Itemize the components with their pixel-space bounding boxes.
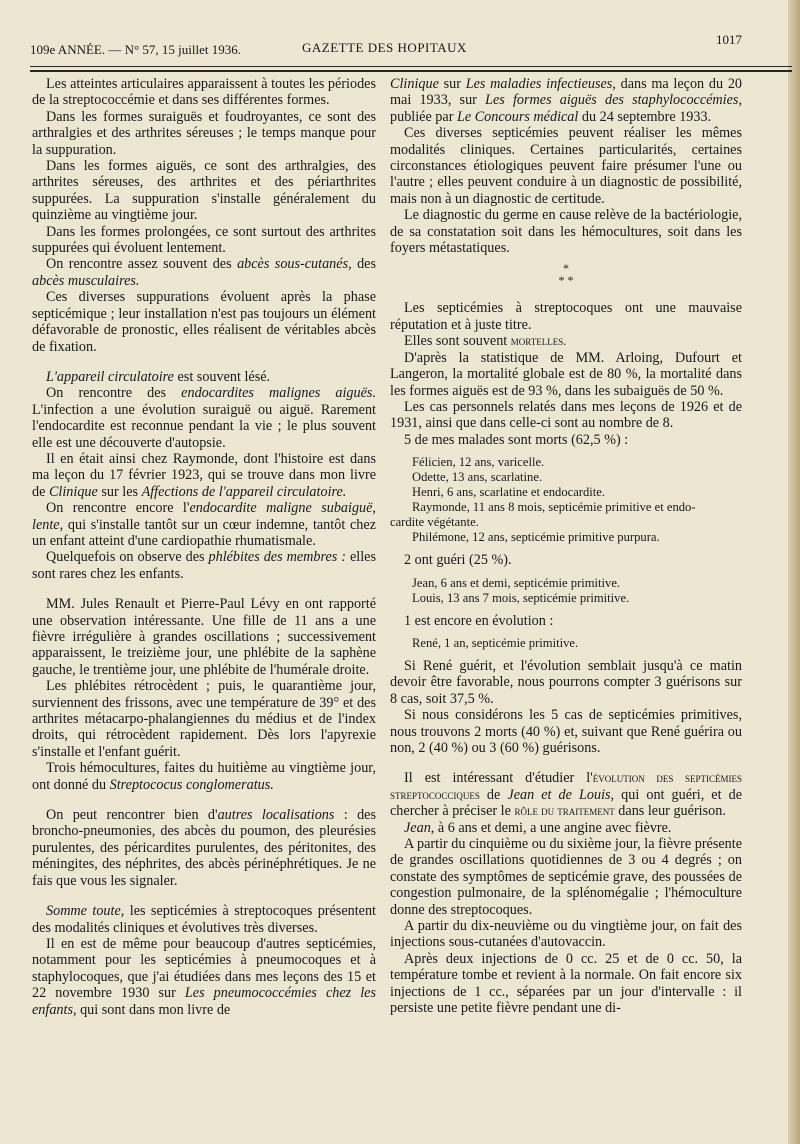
paragraph: Les cas personnels relatés dans mes leçons de 1926 et de 1931, ainsi que dans celle-ci sont au nombre de 8. [390, 398, 742, 432]
case-item: Félicien, 12 ans, varicelle. [412, 455, 545, 470]
paragraph: 2 ont guéri (25 %). [404, 552, 512, 569]
paragraph: On rencontre des endocardites malignes aiguës. L'infection a une évolution suraiguë ou aiguë. Rarement l'endocardite est reconnue pendant la vie ; le plus souvent elle est une découverte d'autopsie. [32, 385, 376, 451]
paragraph: Le diagnostic du germe en cause relève de la bactériologie, de sa constatation soit dans les hémocultures, soit dans les foyers métastatiques. [390, 207, 742, 257]
page-edge [788, 0, 800, 1144]
paragraph: Jean, à 6 ans et demi, a une angine avec fièvre. [404, 819, 672, 836]
paragraph: L'appareil circulatoire est souvent lésé. [46, 368, 271, 385]
issue-line: 109e ANNÉE. — N° 57, 15 juillet 1936. [30, 42, 242, 57]
page-header [30, 30, 742, 60]
journal-title: GAZETTE DES HOPITAUX [302, 40, 467, 55]
case-item: Jean, 6 ans et demi, septicémie primitive. [412, 575, 621, 590]
section-separator: * * * [558, 261, 574, 288]
paragraph: Quelquefois on observe des phlébites des membres : elles sont rares chez les enfants. [32, 549, 376, 582]
paragraph: Dans les formes aiguës, ce sont des arthralgies, des arthrites séreuses, des arthrites et des périarthrites suppurées. La suppuration s'installe généralement du quinzième au vingtième jour. [32, 158, 376, 224]
paragraph: Ces diverses septicémies peuvent réaliser les mêmes modalités cliniques. Certaines particularités, certaines circonstances étiologiques peuvent faire présumer l'une ou l'autre ; elles peuvent conduire à un diagnostic de possibilité, mais non à un diagnostic de certitude. [390, 125, 742, 207]
paragraph: A partir du dix-neuvième ou du vingtième jour, on fait des injections sous-cutanées d'autovaccin. [390, 918, 742, 951]
left-column [32, 76, 376, 1018]
paragraph: Dans les formes prolongées, ce sont surtout des arthrites suppurées qui évoluent lentement. [32, 223, 376, 257]
paragraph: MM. Jules Renault et Pierre-Paul Lévy en ont rapporté une observation intéressante. Une fille de 11 ans a une fièvre irrégulière à grandes oscillations ; successivement apparaissent, le treizième jour, une phlébite de la saphène gauche, le trentième jour, une phlébite de l'humérale droite. [32, 596, 376, 678]
paragraph: On peut rencontrer bien d'autres localisations : des broncho-pneumonies, des abcès du poumon, des pleurésies purulentes, des péricardites purulentes, des péritonites, des méningites, des néphrites, des abcès périnéphrétiques. Je ne fais que vous les signaler. [32, 807, 376, 889]
paragraph: Les atteintes articulaires apparaissent à toutes les périodes de la streptococcémie et dans ses différentes formes. [32, 76, 376, 109]
paragraph: Clinique sur Les maladies infectieuses, dans ma leçon du 20 mai 1933, sur Les formes aiguës des staphylococcémies, publiée par Le Concours médical du 24 septembre 1933. [390, 76, 743, 125]
paragraph: Il en est de même pour beaucoup d'autres septicémies, notamment pour les septicémies à pneumocoques et à staphylocoques, que j'ai étudiées dans mes leçons des 15 et 22 novembre 1930 sur Les pneumococcémies chez les enfants, qui sont dans mon livre de [32, 935, 376, 1018]
paragraph: Si nous considérons les 5 cas de septicémies primitives, nous trouvons 2 morts (40 %) et, suivant que René guérira ou non, 2 (40 %) ou 3 (60 %) guérisons. [390, 707, 742, 756]
page-number: 1017 [716, 32, 742, 47]
paragraph: 5 de mes malades sont morts (62,5 %) : [404, 431, 629, 448]
paragraph: 1 est encore en évolution : [404, 612, 554, 629]
case-item: Henri, 6 ans, scarlatine et endocardite. [412, 485, 606, 500]
case-item: Philémone, 12 ans, septicémie primitive purpura. [412, 530, 660, 545]
paragraph: A partir du cinquième ou du sixième jour, la fièvre présente de grandes oscillations quotidiennes de 3 ou 4 degrés ; on constate des symptômes de septicémie grave, des poussées de congestion pulmonaire, de la splénomégalie ; l'hémoculture donne des streptocoques. [390, 836, 742, 918]
case-item: Odette, 13 ans, scarlatine. [412, 470, 543, 485]
paragraph: Après deux injections de 0 cc. 25 et de 0 cc. 50, la température tombe et revient à la normale. On fait encore six injections de 1 cc., séparées par un jour d'intervalle : il persiste une petite fièvre pendant une di- [390, 950, 742, 1017]
paragraph: On rencontre encore l'endocardite maligne subaiguë, lente, qui s'installe tantôt sur un cœur indemne, tantôt chez un enfant atteint d'une cardiopathie rhumatismale. [32, 500, 376, 549]
case-item-continuation: cardite végétante. [390, 515, 479, 530]
right-column [390, 76, 742, 1016]
paragraph: Les phlébites rétrocèdent ; puis, le quarantième jour, surviennent des frissons, avec une température de 39° et des arthrites métacarpo-phalangiennes du médius et de l'index droits, qui rétrocèdent rapidement. Dès lors l'apyrexie s'installe et l'enfant guérit. [32, 678, 376, 760]
paragraph: Trois hémocultures, faites du huitième au vingtième jour, ont donné du Streptococus conglomeratus. [32, 760, 376, 793]
paragraph: Les septicémies à streptocoques ont une mauvaise réputation et à juste titre. [390, 300, 742, 333]
paragraph: Dans les formes suraiguës et foudroyantes, ce sont des arthralgies et des arthrites séreuses ; le temps manque pour la suppuration. [32, 108, 376, 158]
case-item: Raymonde, 11 ans 8 mois, septicémie primitive et endo- [412, 500, 696, 515]
paragraph: D'après la statistique de MM. Arloing, Dufourt et Langeron, la mortalité globale est de 80 %, la mortalité dans les formes aiguës est de 93 %, dans les subaiguës de 50 %. [390, 349, 742, 399]
paragraph: Ces diverses suppurations évoluent après la phase septicémique ; leur installation n'est pas toujours un élément défavorable de pronostic, elles réalisent de véritables abcès de fixation. [32, 289, 376, 355]
paragraph: Il est intéressant d'étudier l'évolution des septicémies streptococciques de Jean et de Louis, qui ont guéri, et de chercher à préciser le rôle du traitement dans leur guérison. [390, 770, 743, 820]
case-item: Louis, 13 ans 7 mois, septicémie primitive. [412, 590, 630, 605]
case-item: René, 1 an, septicémie primitive. [412, 635, 579, 650]
paragraph: Somme toute, les septicémies à streptocoques présentent des modalités cliniques et évolutives très diverses. [32, 903, 376, 936]
header-rule-thin [30, 66, 792, 67]
header-rule-thick [30, 70, 792, 72]
paragraph: Si René guérit, et l'évolution semblait jusqu'à ce matin devoir être favorable, nous pourrons compter 3 guérisons sur 8 cas, soit 37,5 %. [390, 657, 742, 707]
paragraph: Elles sont souvent mortelles. [404, 333, 567, 350]
paragraph: On rencontre assez souvent des abcès sous-cutanés, des abcès musculaires. [32, 256, 376, 289]
paragraph: Il en était ainsi chez Raymonde, dont l'histoire est dans ma leçon du 17 février 1923, qui se trouve dans mon livre de Clinique sur les Affections de l'appareil circulatoire. [32, 450, 376, 500]
